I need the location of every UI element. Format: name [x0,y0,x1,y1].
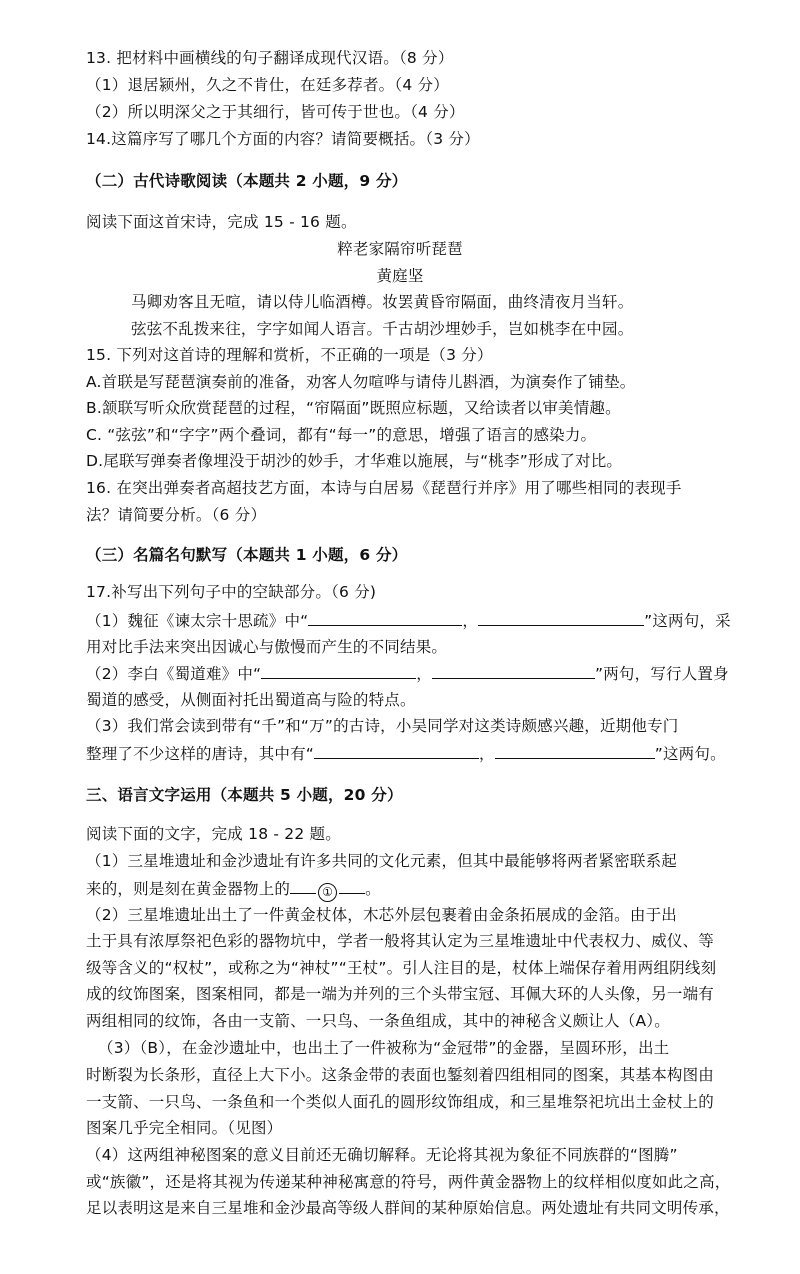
answer-blank[interactable] [290,878,316,894]
q17-stem: 17.补写出下列句子中的空缺部分。（6 分) [86,583,377,601]
poem-author: 黄庭坚 [376,267,424,285]
q17-item-2: （2）李白《蜀道难》中“ ， ”两句，写行人置身 [86,665,729,683]
q15-option-b: B.颔联写听众欣赏琵琶的过程，“帘隔面”既照应标题，又给读者以审美情趣。 [86,399,621,417]
q17-item-1-cont: 用对比手法来突出因诚心与傲慢而产生的不同结果。 [86,638,448,656]
q15-option-c: C. “弦弦”和“字字”两个叠词，都有“每一”的意思，增强了语言的感染力。 [86,426,597,444]
q15-stem: 15. 下列对这首诗的理解和赏析，不正确的一项是（3 分） [86,346,493,364]
passage-p1-line-2: 来的，则是刻在黄金器物上的 ① 。 [86,878,381,902]
passage-p3-line-2: 时断裂为长条形，直径上大下小。这条金带的表面也錾刻着四组相同的图案，其基本构图由 [86,1066,715,1084]
q16-line-1: 16. 在突出弹奏者高超技艺方面，本诗与白居易《琵琶行并序》用了哪些相同的表现手 [86,479,682,497]
q13-sentence-2: （2）所以明深父之于其细行，皆可传于世也。（4 分） [86,103,465,121]
blank-marker-1: ① [318,883,337,902]
passage-p2-line-3: 级等含义的“权杖”，或称之为“神杖”“王杖”。引人注目的是，杖体上端保存着用两组阴线刻 [86,959,717,977]
section-poetry-heading: （二）古代诗歌阅读（本题共 2 小题，9 分） [86,172,408,190]
answer-blank[interactable] [339,878,365,894]
q14-stem: 14.这篇序写了哪几个方面的内容？请简要概括。（3 分） [86,130,480,148]
passage-p4-line-3: 足以表明这是来自三星堆和金沙最高等级人群间的某种原始信息。两处遗址有共同文明传承， [86,1199,730,1217]
poetry-intro: 阅读下面这首宋诗，完成 15 - 16 题。 [86,213,357,231]
passage-p1-line-1: （1）三星堆遗址和金沙遗址有许多共同的文化元素，但其中最能够将两者紧密联系起 [86,852,677,870]
passage-p2-line-1: （2）三星堆遗址出土了一件黄金杖体，木芯外层包裹着由金条拓展成的金箔。由于出 [86,906,677,924]
q17-item-1: （1）魏征《谏太宗十思疏》中“ ， ”这两句，采 [86,612,731,630]
answer-blank[interactable] [308,610,462,626]
answer-blank[interactable] [432,663,595,679]
q13-stem: 13. 把材料中画横线的句子翻译成现代汉语。（8 分） [86,49,454,67]
language-intro: 阅读下面的文字，完成 18 - 22 题。 [86,825,341,843]
poem-line-1: 马卿劝客且无喧，请以侍儿临酒樽。妆罢黄昏帘隔面，曲终清夜月当轩。 [131,293,634,311]
answer-blank[interactable] [261,663,416,679]
passage-p3-line-4: 图案几乎完全相同。（见图） [86,1119,283,1137]
q17-item-3: （3）我们常会读到带有“千”和“万”的古诗，小吴同学对这类诗颇感兴趣，近期他专门 [86,717,679,735]
passage-p2-line-4: 成的纹饰图案，图案相同，都是一端为并列的三个头带宝冠、耳佩大环的人头像，另一端有 [86,985,715,1003]
part-language-heading: 三、语言文字运用（本题共 5 小题，20 分） [86,786,403,804]
passage-p4-line-1: （4）这两组神秘图案的意义目前还无确切解释。无论将其视为象征不同族群的“图腾” [86,1146,678,1164]
passage-p2-line-5: 两组相同的纹饰，各由一支箭、一只鸟、一条鱼组成，其中的神秘含义颇让人（A）。 [86,1012,670,1030]
answer-blank[interactable] [495,743,655,759]
poem-title: 粹老家隔帘听琵琶 [337,240,463,258]
q16-line-2: 法？请简要分析。（6 分） [86,506,267,524]
answer-blank[interactable] [314,743,479,759]
q13-sentence-1: （1）退居颍州，久之不肯仕，在廷多荐者。（4 分） [86,76,449,94]
section-recitation-heading: （三）名篇名句默写（本题共 1 小题，6 分） [86,546,408,564]
passage-p4-line-2: 或“族徽”，还是将其视为传递某种神秘寓意的符号，两件黄金器物上的纹样相似度如此之高， [86,1173,731,1191]
answer-blank[interactable] [478,610,644,626]
passage-p3-line-3: 一支箭、一只鸟、一条鱼和一个类似人面孔的圆形纹饰组成，和三星堆祭祀坑出土金杖上的 [86,1093,715,1111]
q15-option-a: A.首联是写琵琶演奏前的准备，劝客人勿喧哗与请侍儿斟酒，为演奏作了铺垫。 [86,373,636,391]
passage-p3-line-1: （3）（B），在金沙遗址中，也出土了一件被称为“金冠带”的金器，呈圆环形，出土 [98,1039,670,1057]
q15-option-d: D.尾联写弹奏者像埋没于胡沙的妙手，才华难以施展，与“桃李”形成了对比。 [86,452,623,470]
passage-p2-line-2: 土于具有浓厚祭祀色彩的器物坑中，学者一般将其认定为三星堆遗址中代表权力、威仪、等 [86,932,715,950]
poem-line-2: 弦弦不乱拨来往，字字如闻人语言。千古胡沙埋妙手，岂如桃李在中园。 [131,320,634,338]
q17-item-2-cont: 蜀道的感受，从侧面衬托出蜀道高与险的特点。 [86,691,416,709]
q17-item-3-cont: 整理了不少这样的唐诗，其中有“ ， ”这两句。 [86,745,726,763]
